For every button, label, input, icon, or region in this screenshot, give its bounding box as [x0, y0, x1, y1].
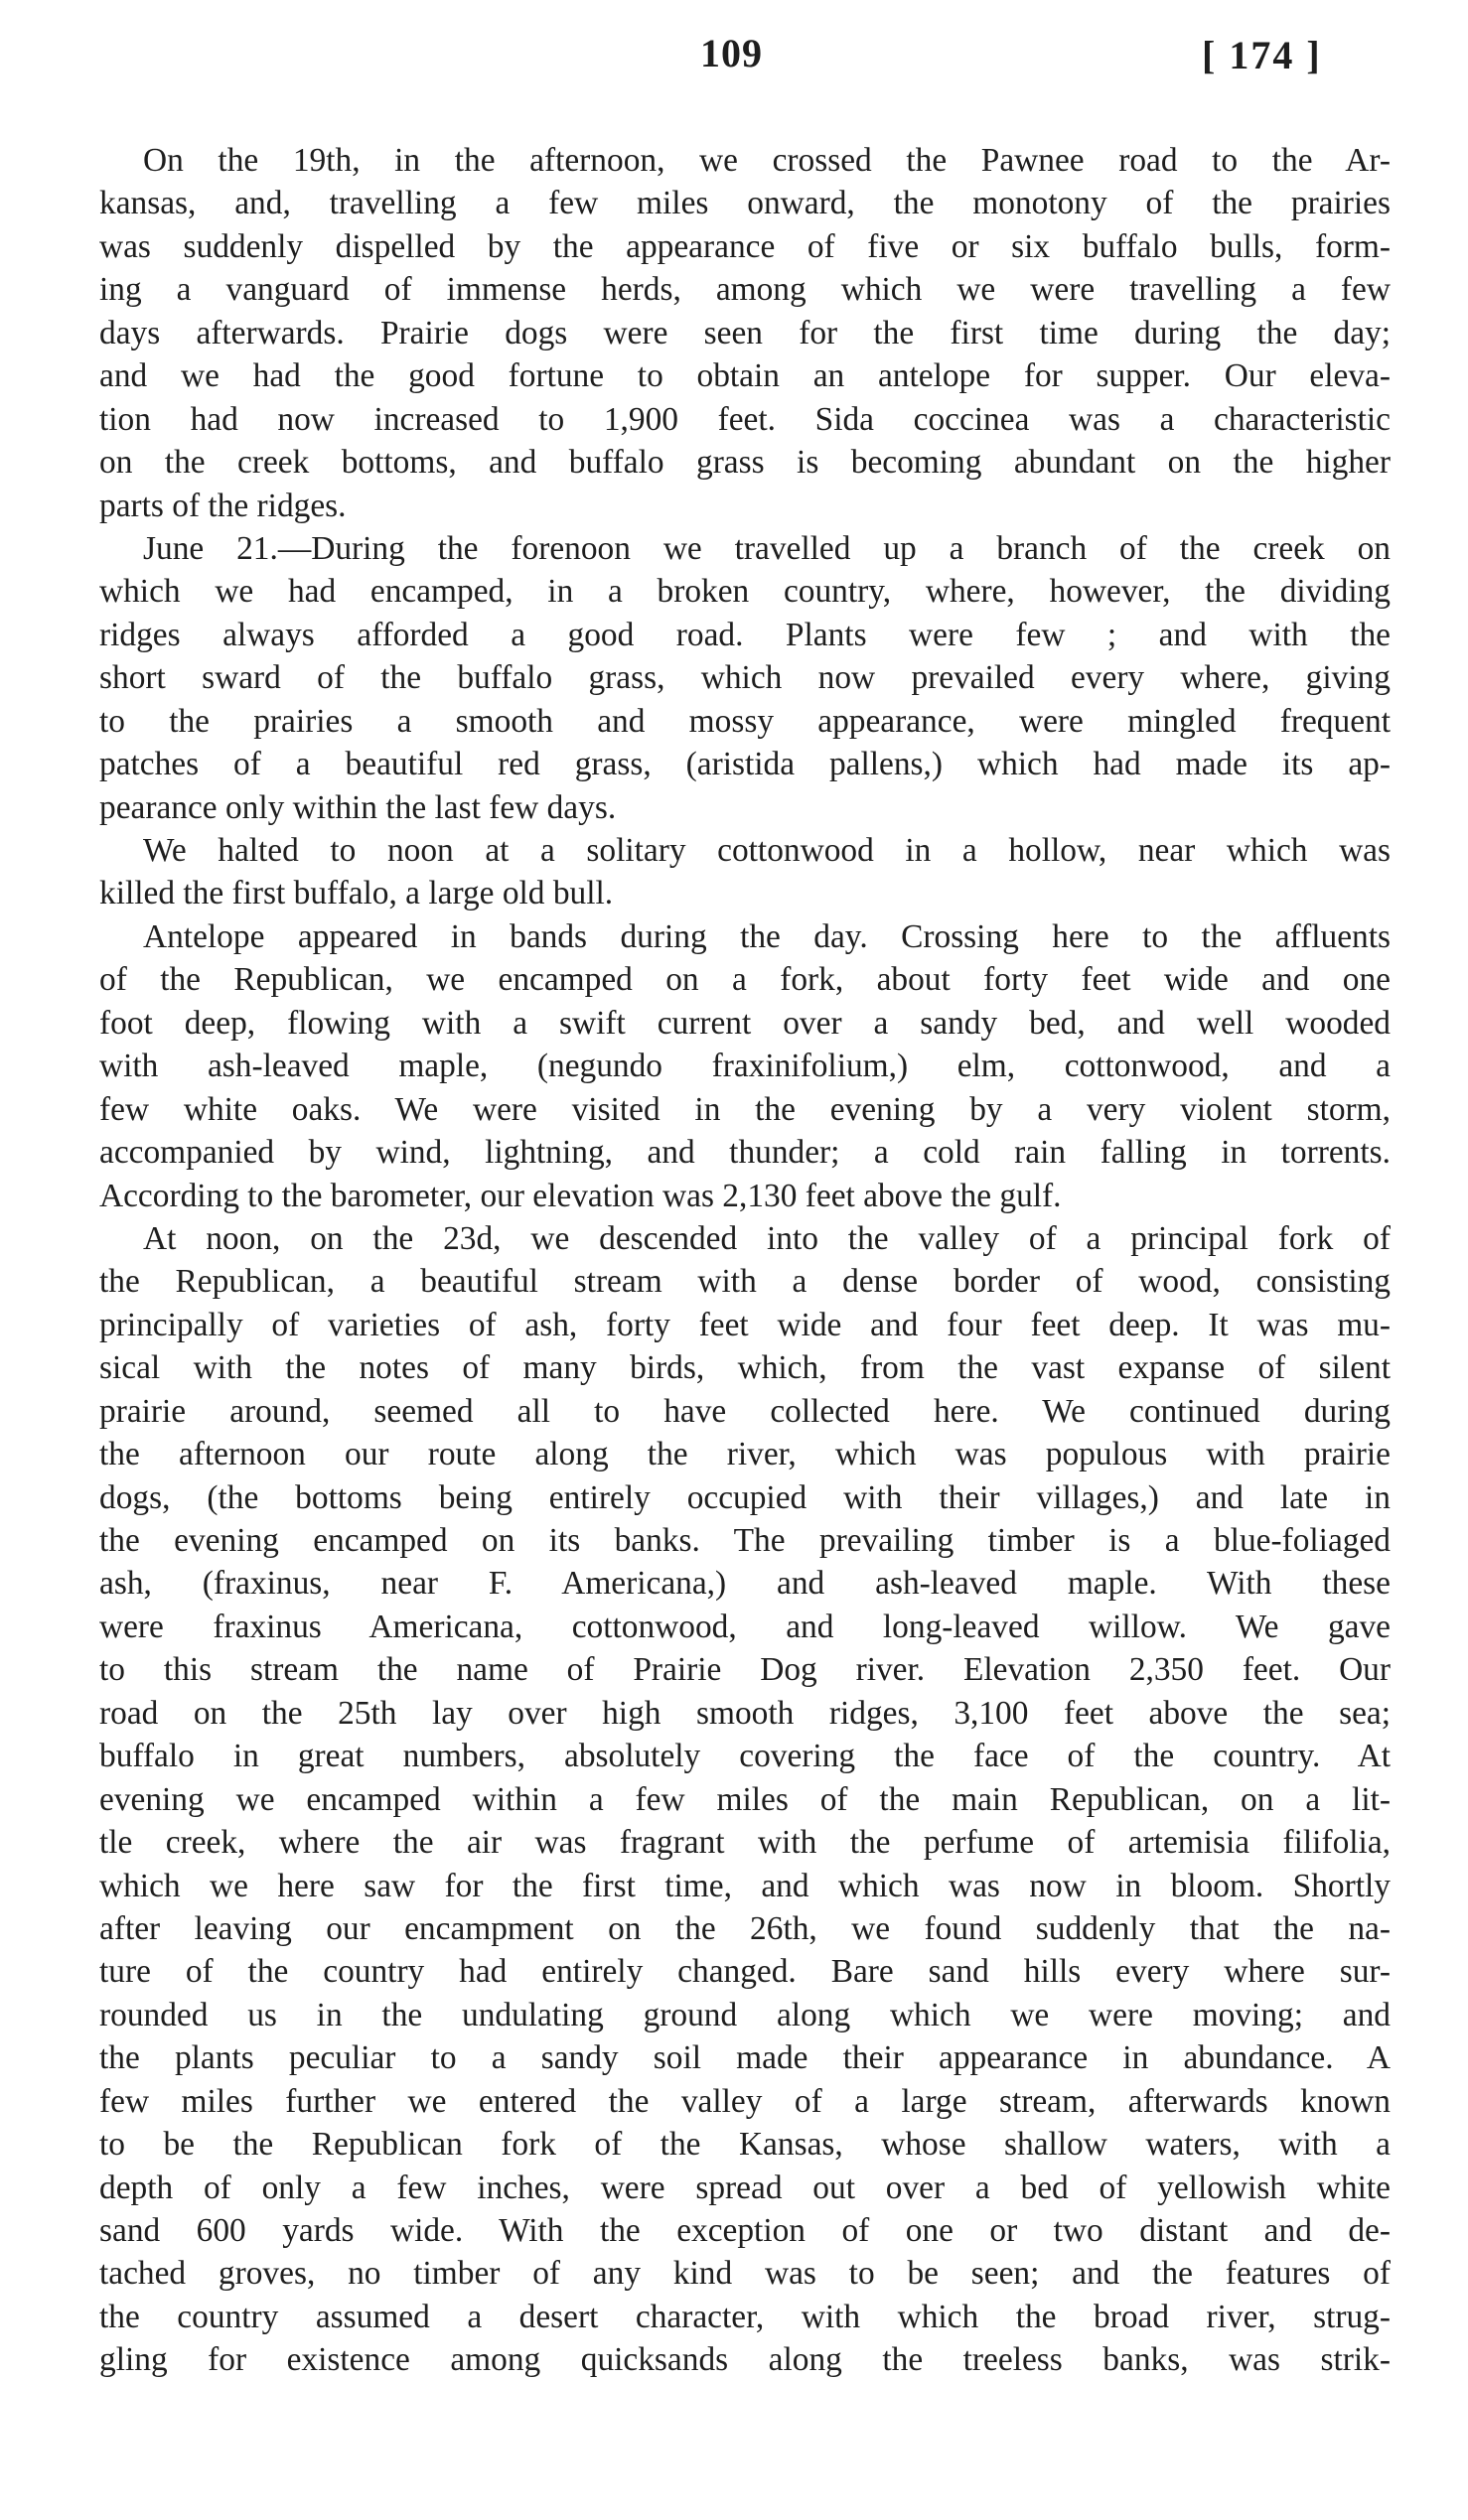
text-line: short sward of the buffalo grass, which now prevailed every where, giving — [99, 659, 1391, 697]
text-line: killed the first buffalo, a large old bull. — [99, 875, 614, 912]
page-number: 109 — [700, 31, 763, 75]
text-line: ridges always afforded a good road. Plants were few ; and with the — [99, 616, 1391, 653]
text-line: depth of only a few inches, were spread out over a bed of yellowish white — [99, 2169, 1391, 2206]
text-line: parts of the ridges. — [99, 487, 347, 524]
text-line: the Republican, a beautiful stream with a dense border of wood, consisting — [99, 1263, 1391, 1301]
text-line: with ash-leaved maple, (negundo fraxinifolium,) elm, cottonwood, and a — [99, 1048, 1391, 1085]
text-line: which we here saw for the first time, and which was now in bloom. Shortly — [99, 1867, 1391, 1904]
text-line: principally of varieties of ash, forty feet wide and four feet deep. It was mu- — [99, 1306, 1391, 1343]
text-line: dogs, (the bottoms being entirely occupied with their villages,) and late in — [99, 1478, 1391, 1516]
text-line: June 21.—During the forenoon we travelled up a branch of the creek on — [143, 529, 1391, 567]
text-line: Antelope appeared in bands during the day. Crossing here to the affluents — [143, 917, 1391, 955]
text-line: days afterwards. Prairie dogs were seen for the first time during the day; — [99, 314, 1391, 351]
text-line: the plants peculiar to a sandy soil made their appearance in abundance. A — [99, 2039, 1391, 2077]
text-line: was suddenly dispelled by the appearance of five or six buffalo bulls, form- — [99, 227, 1391, 265]
text-line: tion had now increased to 1,900 feet. Sida coccinea was a characteristic — [99, 400, 1391, 438]
text-line: few miles further we entered the valley of a large stream, afterwards known — [99, 2082, 1391, 2120]
text-line: ash, (fraxinus, near F. Americana,) and ash-leaved maple. With these — [99, 1565, 1391, 1603]
text-line: prairie around, seemed all to have collected here. We continued during — [99, 1392, 1391, 1430]
text-line: sical with the notes of many birds, which, from the vast expanse of silent — [99, 1349, 1391, 1387]
text-line: tle creek, where the air was fragrant with the perfume of artemisia filifolia, — [99, 1824, 1391, 1862]
text-line: to the prairies a smooth and mossy appearance, were mingled frequent — [99, 702, 1391, 740]
text-line: We halted to noon at a solitary cottonwood in a hollow, near which was — [143, 832, 1391, 869]
text-line: patches of a beautiful red grass, (aristida pallens,) which had made its ap- — [99, 746, 1391, 783]
text-line: road on the 25th lay over high smooth ridges, 3,100 feet above the sea; — [99, 1694, 1391, 1732]
text-line: kansas, and, travelling a few miles onward, the monotony of the prairies — [99, 185, 1391, 222]
text-line: At noon, on the 23d, we descended into the valley of a principal fork of — [143, 1219, 1391, 1257]
text-line: the afternoon our route along the river, which was populous with prairie — [99, 1436, 1391, 1473]
text-line: rounded us in the undulating ground along which we were moving; and — [99, 1996, 1391, 2033]
text-line: ing a vanguard of immense herds, among which we were travelling a few — [99, 271, 1391, 309]
text-line: evening we encamped within a few miles of the main Republican, on a lit- — [99, 1780, 1391, 1818]
body-text — [99, 139, 1391, 2382]
document-page-reference: [ 174 ] — [1202, 33, 1322, 77]
text-line: which we had encamped, in a broken country, where, however, the dividing — [99, 573, 1391, 611]
text-line: of the Republican, we encamped on a fork, about forty feet wide and one — [99, 961, 1391, 999]
text-line: the country assumed a desert character, with which the broad river, strug- — [99, 2298, 1391, 2335]
text-line: tached groves, no timber of any kind was to be seen; and the features of — [99, 2255, 1391, 2293]
text-line: and we had the good fortune to obtain an antelope for supper. Our eleva- — [99, 357, 1391, 395]
text-line: pearance only within the last few days. — [99, 788, 617, 826]
text-line: after leaving our encampment on the 26th, we found suddenly that the na- — [99, 1909, 1391, 1947]
text-line: According to the barometer, our elevation was 2,130 feet above the gulf. — [99, 1177, 1062, 1214]
text-line: accompanied by wind, lightning, and thunder; a cold rain falling in torrents. — [99, 1134, 1391, 1172]
text-line: the evening encamped on its banks. The prevailing timber is a blue-foliaged — [99, 1522, 1391, 1559]
text-line: gling for existence among quicksands along the treeless banks, was strik- — [99, 2341, 1391, 2379]
text-line: few white oaks. We were visited in the evening by a very violent storm, — [99, 1090, 1391, 1128]
text-line: sand 600 yards wide. With the exception of one or two distant and de- — [99, 2212, 1391, 2249]
text-line: were fraxinus Americana, cottonwood, and long-leaved willow. We gave — [99, 1608, 1391, 1645]
text-line: to this stream the name of Prairie Dog river. Elevation 2,350 feet. Our — [99, 1651, 1391, 1689]
text-line: buffalo in great numbers, absolutely covering the face of the country. At — [99, 1738, 1391, 1775]
text-line: ture of the country had entirely changed. Bare sand hills every where sur- — [99, 1953, 1391, 1991]
text-line: foot deep, flowing with a swift current over a sandy bed, and well wooded — [99, 1004, 1391, 1042]
text-line: on the creek bottoms, and buffalo grass is becoming abundant on the higher — [99, 444, 1391, 482]
text-line: to be the Republican fork of the Kansas, whose shallow waters, with a — [99, 2126, 1391, 2164]
text-line: On the 19th, in the afternoon, we crossed the Pawnee road to the Ar- — [143, 142, 1391, 179]
